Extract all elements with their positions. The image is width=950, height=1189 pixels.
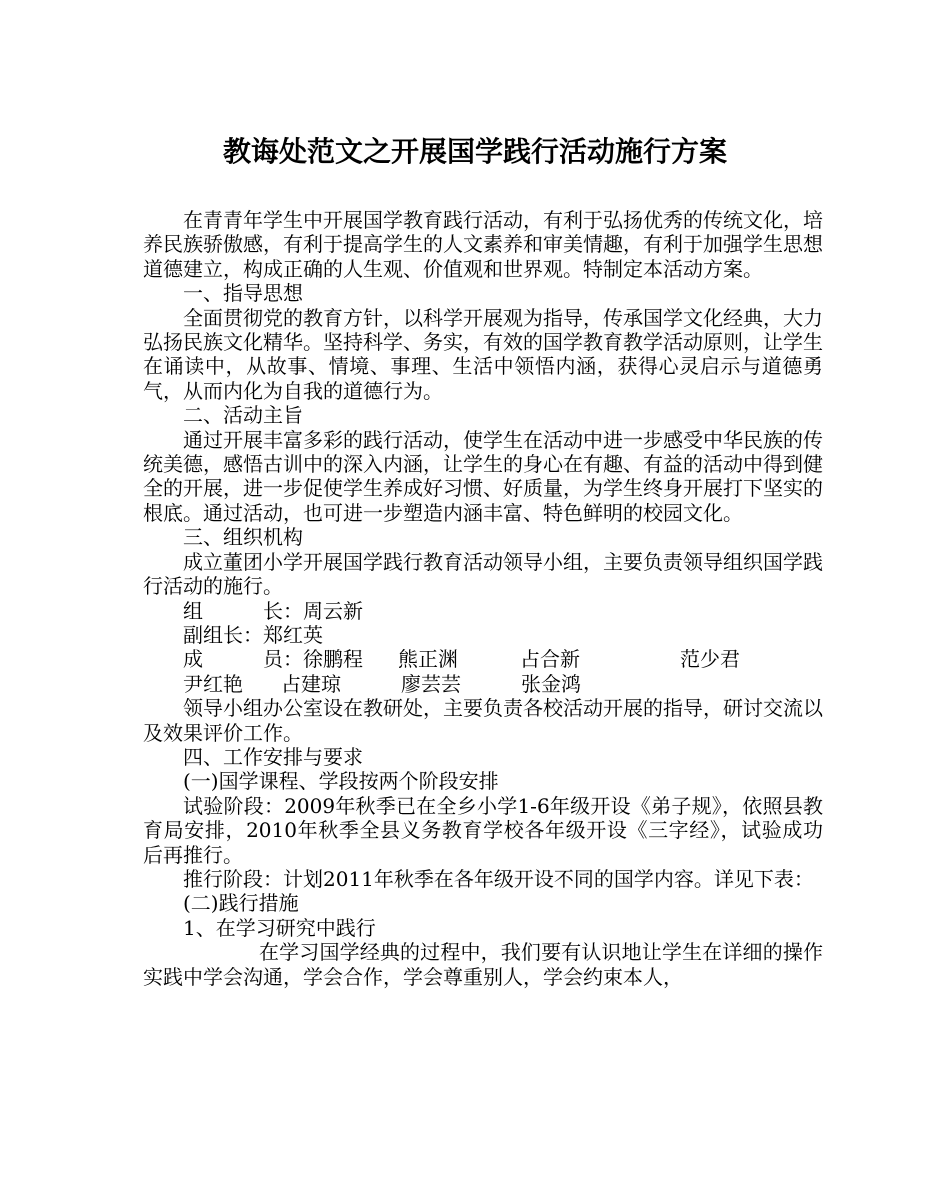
item1-heading: 1、在学习研究中践行 [183,915,376,940]
member-name: 廖芸芸 [401,671,461,696]
subsection2-heading: (二)践行措施 [183,891,299,916]
member-name: 范少君 [680,647,740,672]
section2-heading: 二、活动主旨 [183,403,303,428]
section4-heading: 四、工作安排与要求 [183,744,363,769]
trial-paragraph: 试验阶段：2009年秋季已在全乡小学1-6年级开设《弟子规》，依照县教育局安排，2010年秋季全县义务教育学校各年级开设《三字经》，试验成功后再推行。 [143,793,823,867]
leader-name: 周云新 [303,598,363,623]
deputy-name: 郑红英 [263,622,323,647]
member-name: 占建琼 [281,671,341,696]
leader-line [143,599,823,623]
members-label: 成 员： [183,647,303,672]
item1-paragraph: 在学习国学经典的过程中，我们要有认识地让学生在详细的操作实践中学会沟通，学会合作，学会尊重别人，学会约束本人， [143,940,823,989]
member-name: 占合新 [520,647,580,672]
document-title: 教诲处范文之开展国学践行活动施行方案 [222,135,727,168]
deputy-label: 副组长： [183,622,263,647]
section2-paragraph: 通过开展丰富多彩的践行活动，使学生在活动中进一步感受中华民族的传统美德，感悟古训中的深入内涵，让学生的身心在有趣、有益的活动中得到健全的开展，进一步促使学生养成好习惯、好质量，为学生终身开展打下坚实的根底。通过活动，也可进一步塑造内涵丰富、特色鲜明的校园文化。 [143,427,823,525]
document-body [143,208,823,989]
intro-paragraph: 在青青年学生中开展国学教育践行活动，有利于弘扬优秀的传统文化，培养民族骄傲感，有利于提高学生的人文素养和审美情趣，有利于加强学生思想道德建立，构成正确的人生观、价值观和世界观。特制定本活动方案。 [143,208,823,281]
member-name: 尹红艳 [183,671,243,696]
section3-heading: 三、组织机构 [183,525,303,550]
deputy-line [143,623,823,647]
leader-label: 组 长： [183,598,303,623]
member-name: 张金鸿 [521,671,581,696]
section1-paragraph: 全面贯彻党的教育方针，以科学开展观为指导，传承国学文化经典，大力弘扬民族文化精华。坚持科学、务实，有效的国学教育教学活动原则，让学生在诵读中，从故事、情境、事理、生活中领悟内涵，获得心灵启示与道德勇气，从而内化为自我的道德行为。 [143,305,823,403]
member-name: 徐鹏程 [303,647,363,672]
members-row-2 [143,672,823,696]
member-name: 熊正渊 [398,647,458,672]
office-paragraph: 领导小组办公室设在教研处，主要负责各校活动开展的指导，研讨交流以及效果评价工作。 [143,696,823,745]
section3-paragraph: 成立董团小学开展国学践行教育活动领导小组，主要负责领导组织国学践行活动的施行。 [143,549,823,599]
section1-heading: 一、指导思想 [183,281,303,306]
promote-paragraph: 推行阶段：计划2011年秋季在各年级开设不同的国学内容。详见下表： [183,866,814,891]
members-row-1 [143,647,823,671]
subsection1-heading: (一)国学课程、学段按两个阶段安排 [183,769,499,794]
